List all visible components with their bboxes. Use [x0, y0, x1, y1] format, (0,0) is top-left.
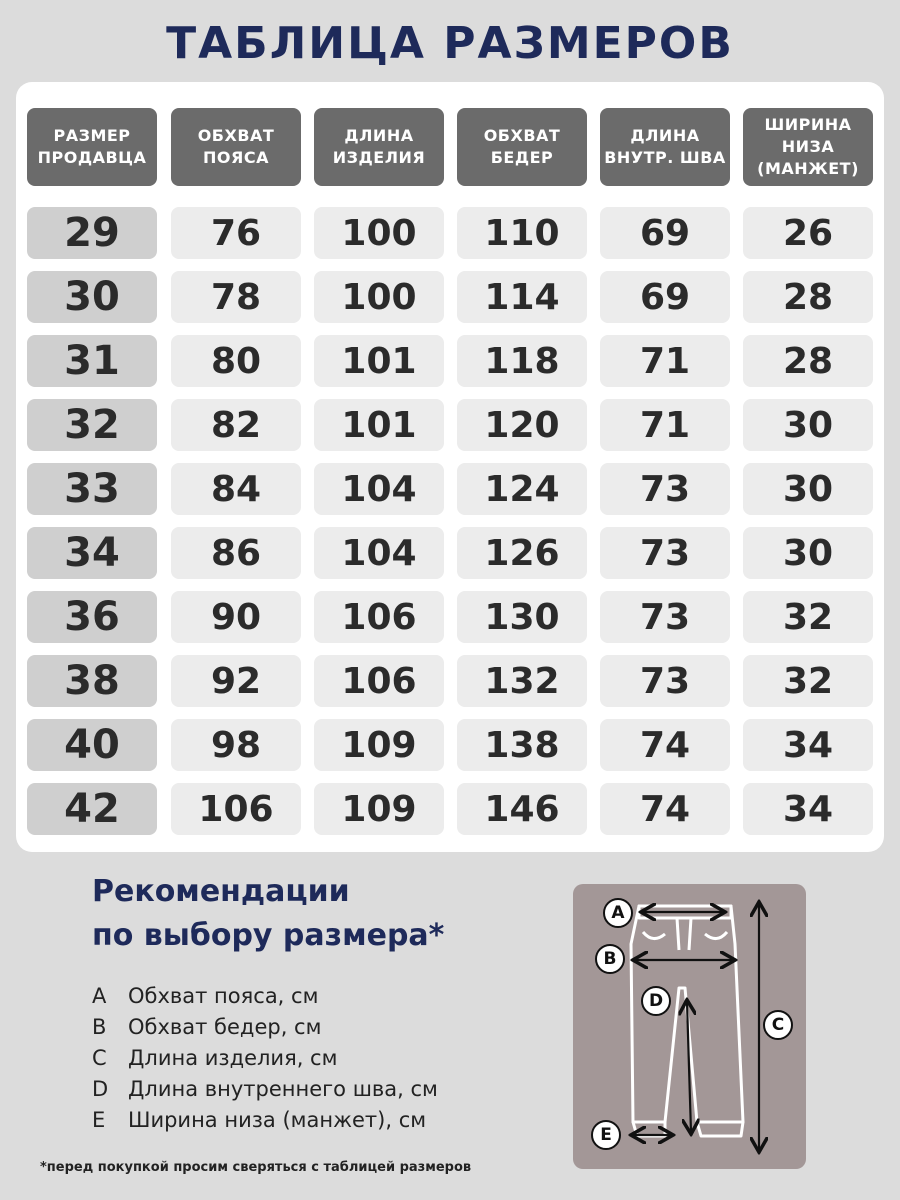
legend-item [92, 1011, 438, 1042]
column-header: РАЗМЕР ПРОДАВЦА [27, 108, 157, 186]
measurement-cell: 69 [600, 271, 730, 323]
legend-key: D [92, 1076, 109, 1101]
legend-text: Обхват бедер, см [128, 1014, 322, 1039]
measurement-cell: 104 [314, 463, 444, 515]
legend-text: Обхват пояса, см [128, 983, 319, 1008]
measurement-cell: 146 [457, 783, 587, 835]
size-cell: 33 [27, 463, 157, 515]
legend-item [92, 1104, 438, 1135]
measurement-cell: 30 [743, 463, 873, 515]
measurement-cell: 114 [457, 271, 587, 323]
legend-item [92, 1042, 438, 1073]
measurement-cell: 73 [600, 655, 730, 707]
marker-d: D [641, 986, 671, 1016]
measurement-cell: 28 [743, 271, 873, 323]
measurement-cell: 73 [600, 527, 730, 579]
legend-item [92, 1073, 438, 1104]
footnote: *перед покупкой просим сверяться с таблицей размеров [40, 1160, 472, 1175]
measurement-cell: 78 [171, 271, 301, 323]
measurement-cell: 34 [743, 783, 873, 835]
measurement-cell: 74 [600, 783, 730, 835]
size-cell: 29 [27, 207, 157, 259]
measurement-cell: 73 [600, 591, 730, 643]
measurement-cell: 130 [457, 591, 587, 643]
size-cell: 30 [27, 271, 157, 323]
recommendations-title [92, 870, 444, 958]
measurement-cell: 104 [314, 527, 444, 579]
page-title: ТАБЛИЦА РАЗМЕРОВ [166, 18, 734, 69]
legend-text: Длина изделия, см [128, 1045, 338, 1070]
measurement-cell: 84 [171, 463, 301, 515]
measurement-cell: 26 [743, 207, 873, 259]
measurement-cell: 106 [314, 591, 444, 643]
pants-diagram [573, 884, 806, 1169]
column-header: ШИРИНА НИЗА (МАНЖЕТ) [743, 108, 873, 186]
size-table [16, 82, 884, 852]
legend-item [92, 980, 438, 1011]
size-cell: 40 [27, 719, 157, 771]
size-cell: 36 [27, 591, 157, 643]
legend-key: C [92, 1045, 107, 1070]
measurement-cell: 118 [457, 335, 587, 387]
measurement-cell: 82 [171, 399, 301, 451]
measurement-cell: 32 [743, 591, 873, 643]
measurement-cell: 32 [743, 655, 873, 707]
marker-c: C [763, 1010, 793, 1040]
measurement-cell: 80 [171, 335, 301, 387]
measurement-cell: 71 [600, 335, 730, 387]
marker-e: E [591, 1120, 621, 1150]
measurement-cell: 69 [600, 207, 730, 259]
column-header: ОБХВАТ ПОЯСА [171, 108, 301, 186]
column-header: ДЛИНА ИЗДЕЛИЯ [314, 108, 444, 186]
size-cell: 42 [27, 783, 157, 835]
measurement-cell: 30 [743, 527, 873, 579]
measurement-legend [92, 980, 438, 1135]
measurement-cell: 30 [743, 399, 873, 451]
measurement-cell: 126 [457, 527, 587, 579]
measurement-cell: 98 [171, 719, 301, 771]
measurement-cell: 109 [314, 719, 444, 771]
measurement-cell: 120 [457, 399, 587, 451]
measurement-cell: 74 [600, 719, 730, 771]
column-header: ДЛИНА ВНУТР. ШВА [600, 108, 730, 186]
marker-b: B [595, 944, 625, 974]
size-cell: 38 [27, 655, 157, 707]
measurement-cell: 106 [314, 655, 444, 707]
measurement-cell: 101 [314, 399, 444, 451]
marker-a: A [603, 898, 633, 928]
measurement-cell: 100 [314, 271, 444, 323]
measurement-cell: 92 [171, 655, 301, 707]
measurement-cell: 71 [600, 399, 730, 451]
size-cell: 32 [27, 399, 157, 451]
measurement-cell: 34 [743, 719, 873, 771]
measurement-cell: 124 [457, 463, 587, 515]
measurement-cell: 86 [171, 527, 301, 579]
size-cell: 31 [27, 335, 157, 387]
recommendations-title-line2: по выбору размера* [92, 918, 445, 953]
measurement-cell: 132 [457, 655, 587, 707]
measurement-cell: 101 [314, 335, 444, 387]
measurement-cell: 106 [171, 783, 301, 835]
measurement-cell: 73 [600, 463, 730, 515]
column-header: ОБХВАТ БЕДЕР [457, 108, 587, 186]
measurement-cell: 138 [457, 719, 587, 771]
legend-key: B [92, 1014, 107, 1039]
size-cell: 34 [27, 527, 157, 579]
measurement-cell: 110 [457, 207, 587, 259]
measurement-cell: 76 [171, 207, 301, 259]
legend-key: A [92, 983, 107, 1008]
measurement-cell: 100 [314, 207, 444, 259]
measurement-cell: 90 [171, 591, 301, 643]
legend-text: Ширина низа (манжет), см [128, 1107, 427, 1132]
recommendations-title-line1: Рекомендации [92, 874, 350, 909]
measurement-cell: 28 [743, 335, 873, 387]
measurement-cell: 109 [314, 783, 444, 835]
legend-key: E [92, 1107, 106, 1132]
legend-text: Длина внутреннего шва, см [128, 1076, 438, 1101]
